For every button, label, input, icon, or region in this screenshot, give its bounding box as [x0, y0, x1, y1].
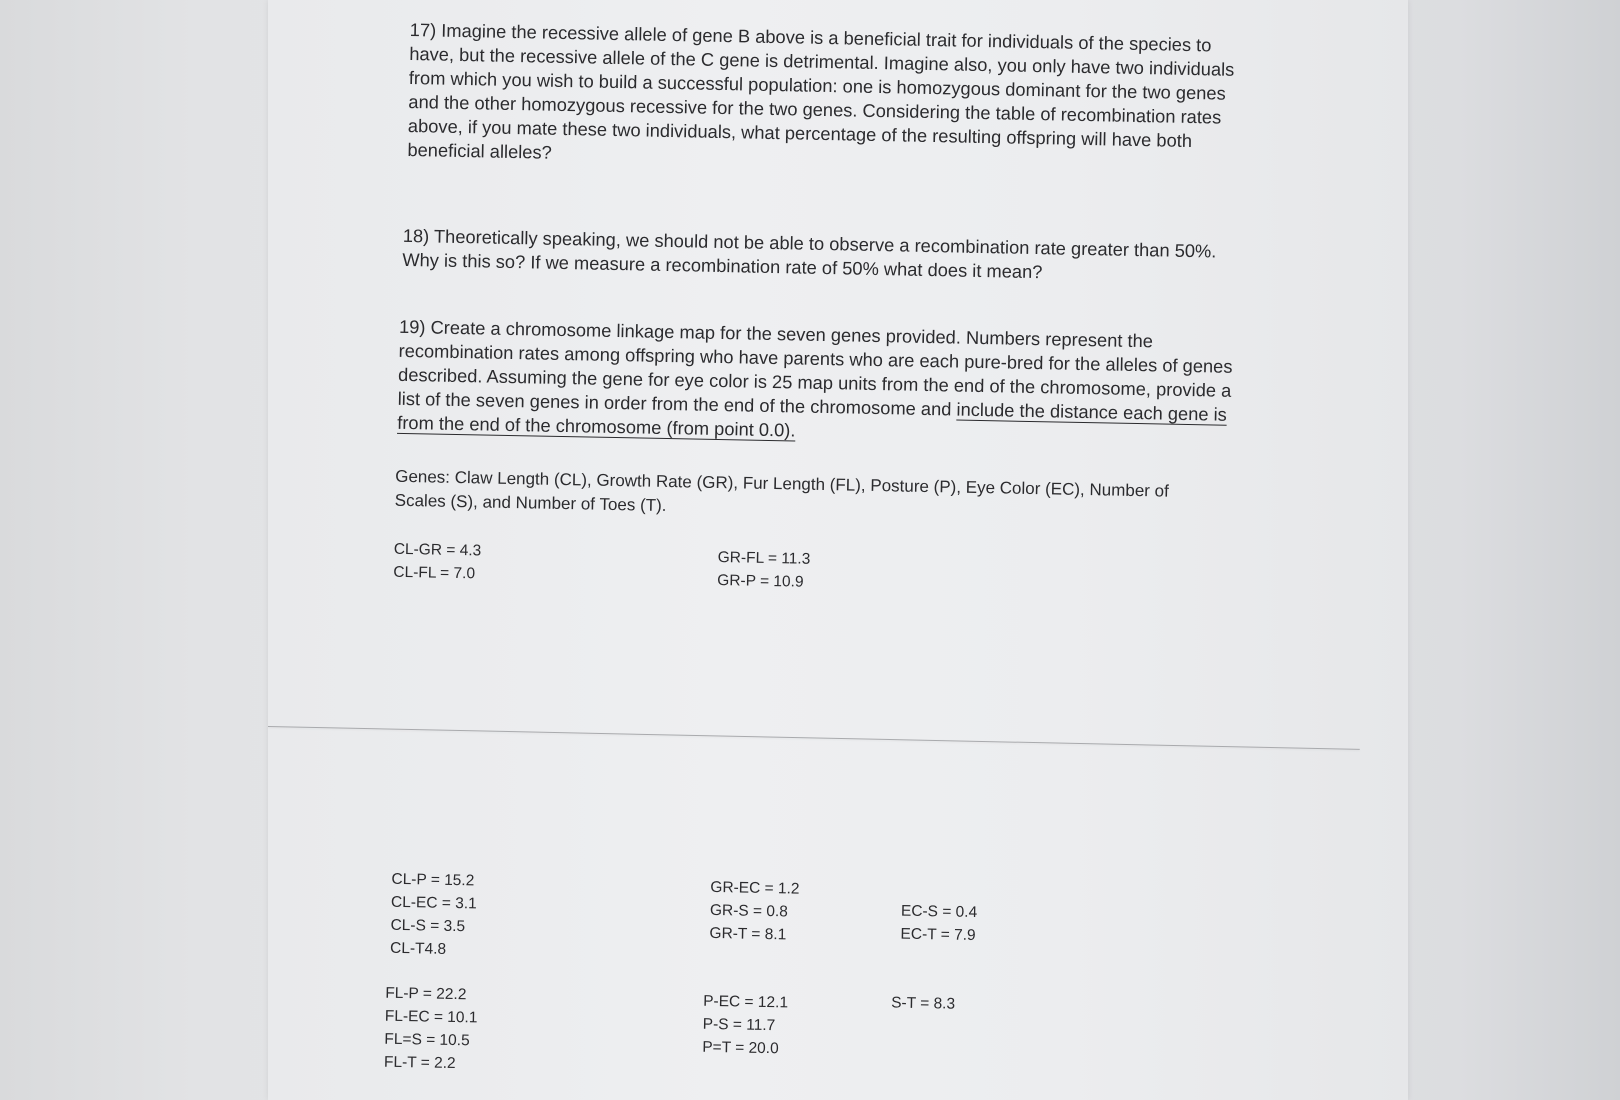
recombination-value: FL-P = 22.2: [385, 984, 467, 1004]
recombination-value: P=T = 20.0: [702, 1038, 779, 1058]
genes-list: Genes: Claw Length (CL), Growth Rate (GR), Fur Length (FL), Posture (P), Eye Color (EC), Number of Scales (S), and Number of Toes (T).: [394, 466, 1170, 516]
question-17: 17) Imagine the recessive allele of gene B above is a beneficial trait for individuals of the species to have, but the recessive allele of the C gene is detrimental. Imagine also, you only have two individuals from which you wish to build a successful population: one is homozygous dominant for the two genes and the other homozygous recessive for the two genes. Considering the table of recombination rates above, if you mate these two individuals, what percentage of the resulting offspring will have both beneficial alleles?: [407, 18, 1235, 163]
recombination-value: FL-EC = 10.1: [384, 1007, 478, 1027]
recombination-value: S-T = 8.3: [891, 994, 956, 1013]
recombination-value: GR-T = 8.1: [709, 924, 787, 944]
recombination-group-cl-top: [393, 538, 481, 586]
recombination-value: CL-EC = 3.1: [390, 893, 477, 913]
recombination-value: CL-GR = 4.3: [393, 540, 482, 560]
recombination-value: GR-P = 10.9: [717, 572, 804, 591]
recombination-value: EC-S = 0.4: [900, 902, 978, 922]
recombination-value: P-S = 11.7: [702, 1015, 776, 1035]
recombination-group-cl: [390, 868, 477, 962]
recombination-value: GR-EC = 1.2: [710, 878, 800, 898]
question-19: [397, 315, 1244, 451]
recombination-group-st: [891, 991, 955, 1015]
recombination-value: CL-FL = 7.0: [393, 563, 476, 583]
recombination-value: EC-T = 7.9: [900, 925, 976, 945]
recombination-value: FL-T = 2.2: [383, 1053, 456, 1073]
recombination-group-gr-top: [717, 546, 810, 594]
recombination-value: CL-P = 15.2: [391, 870, 475, 890]
question-19-underlined: include the distance each gene is from the end of the chromosome (from point 0.0).: [397, 398, 1228, 441]
recombination-value: CL-S = 3.5: [390, 916, 466, 936]
recombination-group-p: [702, 990, 788, 1061]
recombination-value: GR-FL = 11.3: [717, 549, 811, 568]
recombination-value: P-EC = 12.1: [703, 992, 789, 1012]
recombination-group-fl: [384, 982, 478, 1076]
recombination-value: CL-T4.8: [389, 939, 447, 958]
recombination-value: GR-S = 0.8: [709, 901, 789, 921]
question-18: 18) Theoretically speaking, we should not be able to observe a recombination rate greater than 50%. Why is this so? If we measure a recombination rate of 50% what does it mean?: [402, 224, 1217, 283]
recombination-group-gr: [709, 876, 799, 947]
recombination-group-ec: [900, 900, 977, 947]
recombination-value: FL=S = 10.5: [384, 1030, 470, 1050]
question-19-text: 19) Create a chromosome linkage map for the seven genes provided. Numbers represent the recombination rates among offspring who have parents who are each pure-bred for the alleles of genes described. Assuming the gene for eye color is 25 map units from the end of the chromosome, provide a list of the seven genes in order from the end of the chromosome and: [397, 315, 1233, 420]
